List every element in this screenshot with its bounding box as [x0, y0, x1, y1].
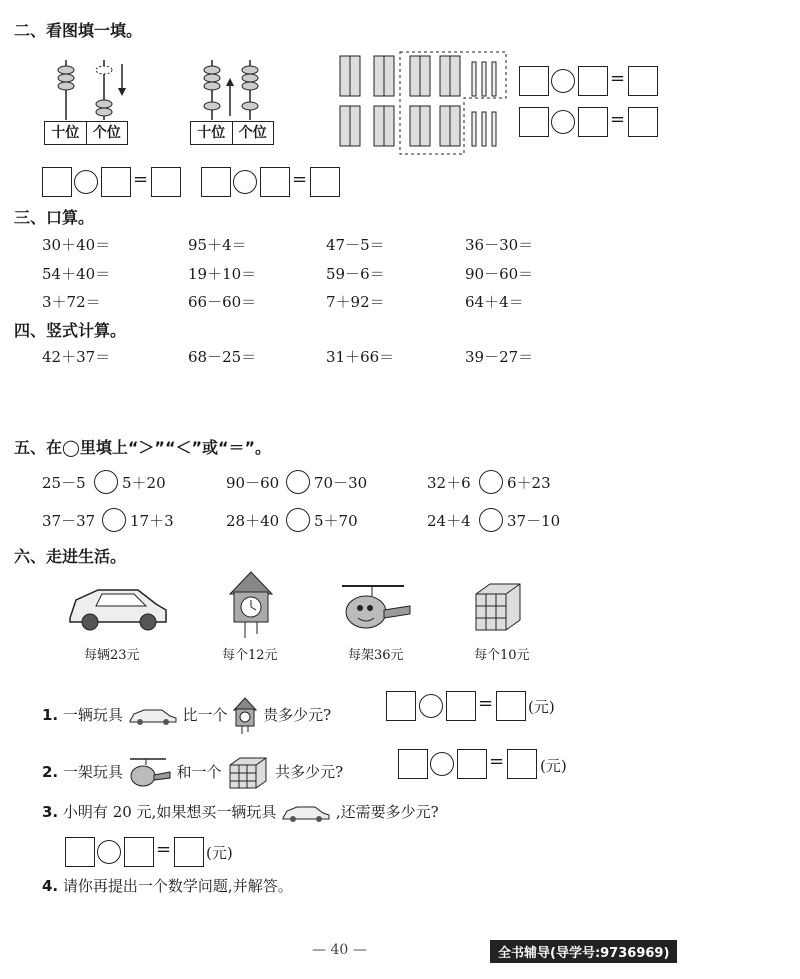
stick-bundles-svg	[334, 50, 514, 156]
operator-circle[interactable]	[233, 170, 257, 194]
operator-circle[interactable]	[551, 69, 575, 93]
price-helicopter: 每架36元	[348, 648, 404, 663]
operator-circle[interactable]	[97, 840, 121, 864]
oral-item: 3＋72＝	[42, 293, 101, 311]
question-number: 1.	[42, 706, 59, 724]
compare-circle[interactable]	[479, 470, 503, 494]
equals-sign: =	[292, 169, 308, 190]
unit-label: (元)	[528, 698, 555, 716]
oral-item: 95＋4＝	[188, 236, 247, 254]
equals-sign: =	[489, 751, 505, 772]
page-number: — 40 —	[312, 942, 367, 958]
section4-title: 四、竖式计算。	[14, 321, 127, 340]
oral-item: 59－6＝	[326, 265, 385, 283]
section2-title: 二、看图填一填。	[14, 21, 143, 40]
cube-icon	[226, 755, 270, 791]
question-number: 3.	[42, 803, 59, 821]
answer-box[interactable]	[101, 167, 131, 197]
answer-box[interactable]	[201, 167, 231, 197]
price-car: 每辆23元	[84, 648, 140, 663]
oral-item: 7＋92＝	[326, 293, 385, 311]
compare-circle[interactable]	[102, 508, 126, 532]
answer-box[interactable]	[457, 749, 487, 779]
question-text: 共多少元?	[275, 763, 344, 781]
compare-circle[interactable]	[286, 470, 310, 494]
compare-right: 70－30	[314, 474, 368, 492]
vertical-calc-item: 39－27＝	[465, 348, 534, 366]
answer-box[interactable]	[174, 837, 204, 867]
answer-box[interactable]	[260, 167, 290, 197]
answer-box[interactable]	[310, 167, 340, 197]
compare-left: 37－37	[42, 512, 96, 530]
compare-circle[interactable]	[286, 508, 310, 532]
clock-icon	[226, 568, 276, 640]
toy-helicopter-image	[338, 578, 414, 636]
question-text: 比一个	[182, 706, 228, 724]
abacus-1-rods	[44, 56, 154, 126]
answer-box[interactable]	[65, 837, 95, 867]
section6-title: 六、走进生活。	[14, 547, 127, 566]
equals-sign: =	[133, 169, 149, 190]
question-number: 2.	[42, 763, 59, 781]
answer-box[interactable]	[496, 691, 526, 721]
car-icon	[281, 804, 331, 822]
helicopter-icon	[338, 578, 414, 636]
equals-sign: =	[610, 68, 626, 89]
operator-circle[interactable]	[74, 170, 98, 194]
unit-label: (元)	[540, 757, 567, 775]
ones-label: 个位	[86, 122, 128, 144]
question-4	[42, 875, 293, 896]
question-text: ,还需要多少元?	[335, 803, 439, 821]
question-text: 小明有 20 元,如果想买一辆玩具	[62, 803, 277, 821]
question-text: 和一个	[176, 763, 222, 781]
abacus-1-label	[44, 121, 128, 145]
oral-item: 30＋40＝	[42, 236, 111, 254]
section3-title: 三、口算。	[14, 208, 95, 227]
car-icon	[62, 576, 172, 636]
compare-right: 6＋23	[507, 474, 551, 492]
tens-label: 十位	[51, 125, 80, 141]
compare-right: 17＋3	[130, 512, 174, 530]
footer-tag: 全书辅导(导学号:9736969)	[490, 940, 677, 963]
oral-item: 54＋40＝	[42, 265, 111, 283]
answer-box[interactable]	[446, 691, 476, 721]
equals-sign: =	[610, 109, 626, 130]
answer-box[interactable]	[42, 167, 72, 197]
answer-box[interactable]	[578, 66, 608, 96]
question-2	[42, 755, 343, 791]
oral-item: 66－60＝	[188, 293, 257, 311]
oral-item: 90－60＝	[465, 265, 534, 283]
answer-box[interactable]	[386, 691, 416, 721]
abacus-1	[44, 56, 154, 146]
question-text: 一架玩具	[62, 763, 123, 781]
answer-box[interactable]	[519, 107, 549, 137]
price-clock: 每个12元	[222, 648, 278, 663]
abacus-2-rods	[190, 56, 300, 126]
equals-sign: =	[478, 693, 494, 714]
oral-item: 47－5＝	[326, 236, 385, 254]
unit-label: (元)	[206, 844, 233, 862]
answer-box[interactable]	[628, 107, 658, 137]
question-text: 贵多少元?	[263, 706, 332, 724]
cube-puzzle-image	[470, 580, 526, 636]
operator-circle[interactable]	[419, 694, 443, 718]
question-1	[42, 696, 331, 736]
car-icon	[128, 707, 178, 725]
equals-sign: =	[156, 839, 172, 860]
compare-right: 37－10	[507, 512, 561, 530]
oral-item: 64＋4＝	[465, 293, 524, 311]
ones-label: 个位	[232, 122, 274, 144]
compare-left: 24＋4	[427, 512, 471, 530]
stick-bundles-figure	[334, 50, 514, 156]
answer-box[interactable]	[628, 66, 658, 96]
clock-icon	[232, 696, 258, 736]
answer-box[interactable]	[519, 66, 549, 96]
section5-title: 五、在◯里填上“＞”“＜”或“＝”。	[14, 438, 272, 457]
cuckoo-clock-image	[226, 568, 276, 640]
compare-left: 32＋6	[427, 474, 471, 492]
compare-circle[interactable]	[479, 508, 503, 532]
helicopter-icon	[128, 755, 172, 791]
cube-icon	[470, 580, 526, 636]
answer-box[interactable]	[578, 107, 608, 137]
answer-box[interactable]	[398, 749, 428, 779]
abacus-2-label	[190, 121, 274, 145]
answer-box[interactable]	[507, 749, 537, 779]
price-cube: 每个10元	[474, 648, 530, 663]
operator-circle[interactable]	[551, 110, 575, 134]
compare-left: 25－5	[42, 474, 86, 492]
oral-item: 19＋10＝	[188, 265, 257, 283]
toy-car-image	[62, 576, 172, 636]
operator-circle[interactable]	[430, 752, 454, 776]
compare-right: 5＋70	[314, 512, 358, 530]
vertical-calc-item: 31＋66＝	[326, 348, 395, 366]
question-number: 4.	[42, 877, 59, 895]
oral-item: 36－30＝	[465, 236, 534, 254]
tens-label: 十位	[197, 125, 226, 141]
question-text: 一辆玩具	[62, 706, 123, 724]
compare-left: 90－60	[226, 474, 280, 492]
question-text: 请你再提出一个数学问题,并解答。	[62, 877, 293, 895]
answer-box[interactable]	[151, 167, 181, 197]
compare-left: 28＋40	[226, 512, 280, 530]
answer-box[interactable]	[124, 837, 154, 867]
compare-right: 5＋20	[122, 474, 166, 492]
question-3	[42, 801, 439, 822]
vertical-calc-item: 68－25＝	[188, 348, 257, 366]
vertical-calc-item: 42＋37＝	[42, 348, 111, 366]
abacus-2	[190, 56, 300, 146]
compare-circle[interactable]	[94, 470, 118, 494]
